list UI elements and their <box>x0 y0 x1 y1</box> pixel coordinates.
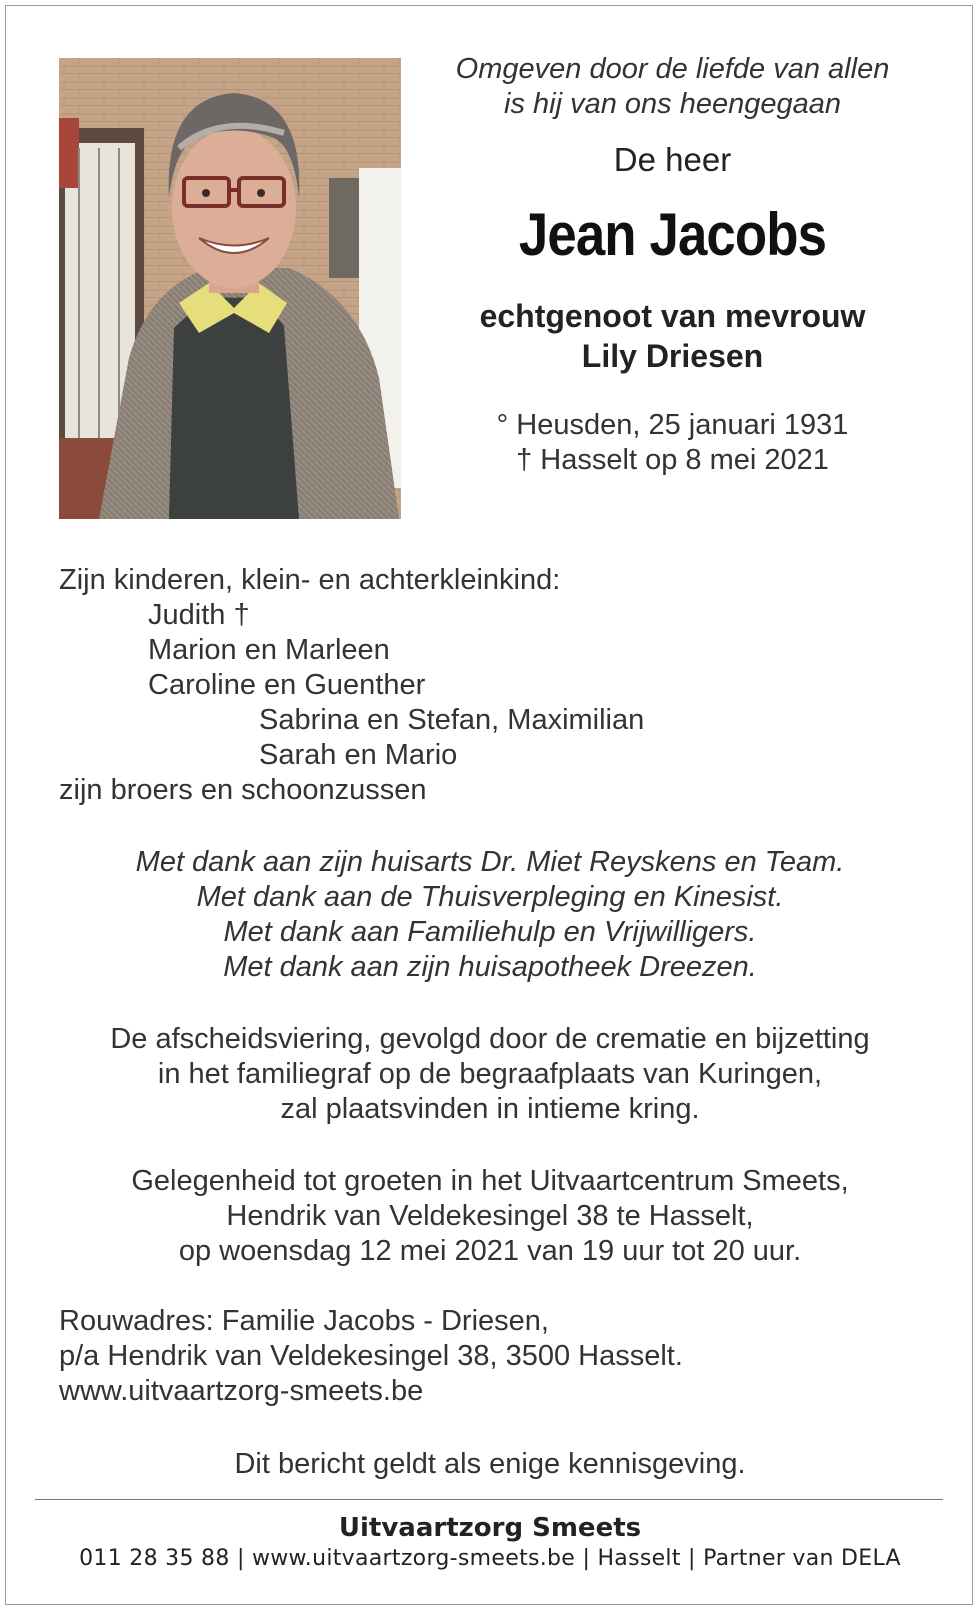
funeral-company-info: 011 28 35 88 | www.uitvaartzorg-smeets.be | Hasselt | Partner van DELA <box>79 1546 901 1571</box>
family-heading: Zijn kinderen, klein- en achterkleinkind: <box>59 564 561 596</box>
address-block <box>59 1304 939 1409</box>
grandchild-item: Sarah en Mario <box>259 739 458 771</box>
visitation-block: Gelegenheid tot groeten in het Uitvaartcentrum Smeets, Hendrik van Veldekesingel 38 te Hasselt, op woensdag 12 mei 2021 van 19 uur tot 20 uur. <box>131 1165 849 1267</box>
deceased-name: Jean Jacobs <box>518 201 827 268</box>
portrait-photo <box>59 58 401 519</box>
notice-text: Dit bericht geldt als enige kennisgeving. <box>234 1448 746 1480</box>
death-date: † Hasselt op 8 mei 2021 <box>516 444 829 476</box>
address-line: Rouwadres: Familie Jacobs - Driesen, <box>59 1305 549 1337</box>
honorific: De heer <box>613 141 732 178</box>
grandchild-item: Sabrina en Stefan, Maximilian <box>259 704 645 736</box>
family-list <box>59 563 939 808</box>
life-dates <box>425 408 920 478</box>
child-item: Caroline en Guenther <box>148 669 426 701</box>
ceremony-block: De afscheidsviering, gevolgd door de crematie en bijzetting in het familiegraf op de begraafplaats van Kuringen, zal plaatsvinden in intieme kring. <box>110 1023 870 1125</box>
thanks-block: Met dank aan zijn huisarts Dr. Miet Reyskens en Team. Met dank aan de Thuisverpleging en Kinesist. Met dank aan Familiehulp en Vrijwilligers. Met dank aan zijn huisapotheek Dreezen. <box>135 846 845 983</box>
spouse-line: echtgenoot van mevrouw Lily Driesen <box>479 298 866 374</box>
address-line: p/a Hendrik van Veldekesingel 38, 3500 Hasselt. <box>59 1340 683 1372</box>
footer-divider <box>35 1499 943 1500</box>
website-link[interactable]: www.uitvaartzorg-smeets.be <box>59 1375 424 1407</box>
siblings-line: zijn broers en schoonzussen <box>59 774 427 806</box>
birth-date: ° Heusden, 25 januari 1931 <box>496 409 849 441</box>
intro-text: Omgeven door de liefde van allen is hij van ons heengegaan <box>455 53 890 120</box>
child-item: Judith † <box>148 599 250 631</box>
header-block <box>425 52 920 478</box>
child-item: Marion en Marleen <box>148 634 390 666</box>
funeral-company-name: Uitvaartzorg Smeets <box>338 1513 642 1543</box>
